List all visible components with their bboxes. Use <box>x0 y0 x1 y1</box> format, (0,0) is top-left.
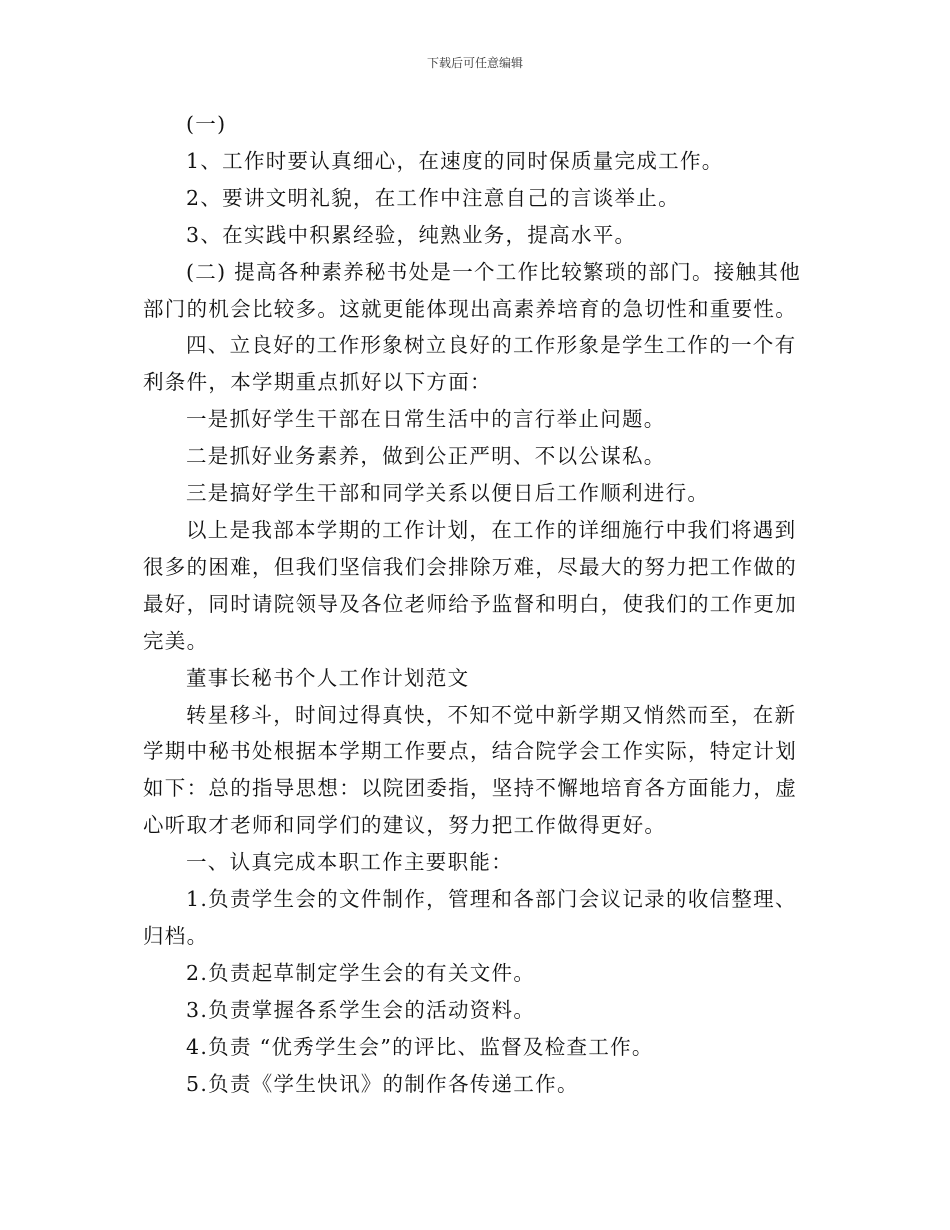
document-body <box>143 106 808 1102</box>
list-item: 2.负责起草制定学生会的有关文件。 <box>186 960 536 985</box>
list-item: 4.负责 “优秀学生会”的评比、监督及检查工作。 <box>186 1034 654 1059</box>
header-note: 下载后可任意编辑 <box>426 56 523 70</box>
list-item: 3.负责掌握各系学生会的活动资料。 <box>186 997 536 1022</box>
paragraph: 二是抓好业务素养，做到公正严明、不以公谋私。 <box>186 444 666 469</box>
paragraph: 2、要讲文明礼貌，在工作中注意自己的言谈举止。 <box>186 185 680 210</box>
list-item: 5.负责《学生快讯》的制作各传递工作。 <box>186 1071 579 1096</box>
paragraph: 三是搞好学生干部和同学关系以便日后工作顺利进行。 <box>186 481 710 506</box>
paragraph: 转星移斗，时间过得真快，不知不觉中新学期又悄然而至，在新学期中秘书处根据本学期工作要点，结合院学会工作实际，特定计划如下：总的指导思想：以院团委指，坚持不懈地培育各方面能力，虚心听取才老师和同学们的建议，努力把工作做得更好。 <box>143 702 797 838</box>
paragraph: 1、工作时要认真细心，在速度的同时保质量完成工作。 <box>186 148 724 173</box>
section-heading-one: (一) <box>186 112 227 136</box>
paragraph: 一是抓好学生干部在日常生活中的言行举止问题。 <box>186 407 666 432</box>
document-subtitle: 董事长秘书个人工作计划范文 <box>186 665 470 690</box>
paragraph: 一、认真完成本职工作主要职能： <box>186 850 513 875</box>
paragraph: 以上是我部本学期的工作计划，在工作的详细施行中我们将遇到很多的困难，但我们坚信我们会排除万难，尽最大的努力把工作做的最好，同时请院领导及各位老师给予监督和明白，使我们的工作更加完美。 <box>143 517 797 653</box>
paragraph: 四、立良好的工作形象树立良好的工作形象是学生工作的一个有利条件，本学期重点抓好以下方面： <box>143 333 797 395</box>
list-item: 1.负责学生会的文件制作，管理和各部门会议记录的收信整理、归档。 <box>143 887 797 948</box>
paragraph: (二) 提高各种素养秘书处是一个工作比较繁琐的部门。接触其他部门的机会比较多。这就更能体现出高素养培育的急切性和重要性。 <box>143 259 802 321</box>
paragraph: 3、在实践中积累经验，纯熟业务，提高水平。 <box>186 222 637 247</box>
